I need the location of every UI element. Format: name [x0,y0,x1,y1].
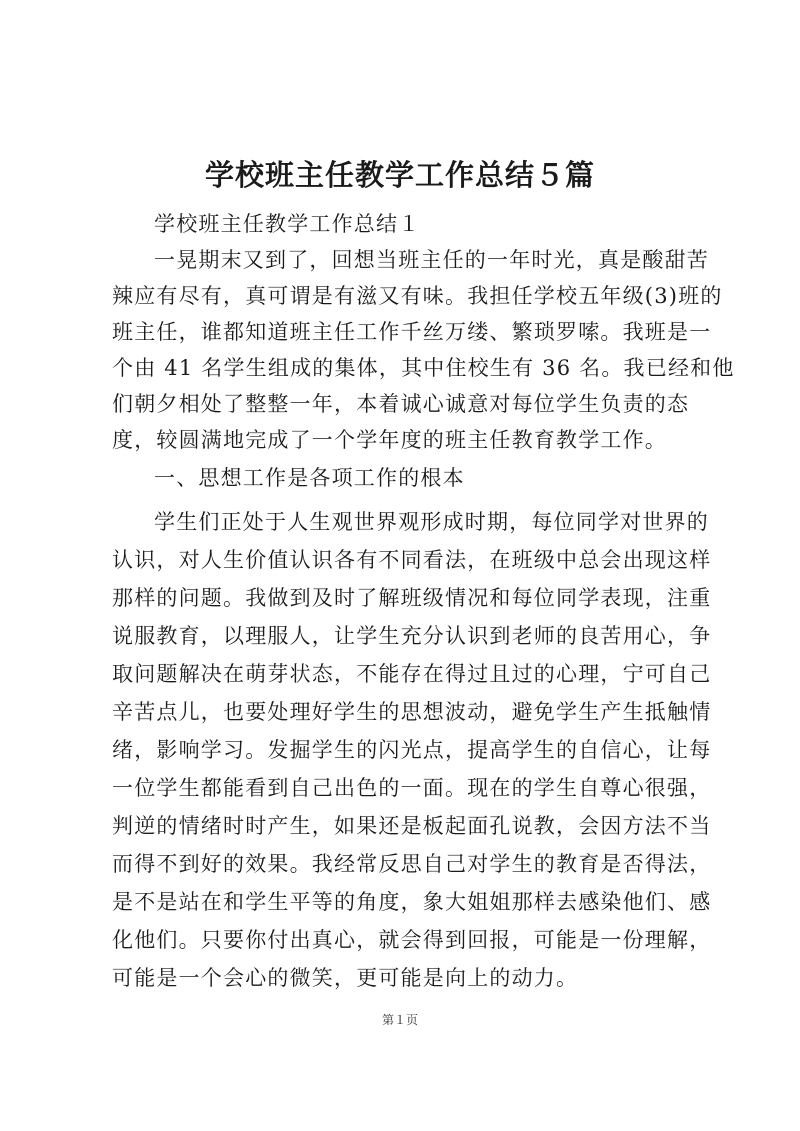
paragraph-line: 班主任，谁都知道班主任工作千丝万缕、繁琐罗嗦。我班是一 [112,320,712,344]
paragraph-line: 绪，影响学习。发掘学生的闪光点，提高学生的自信心，让每 [112,738,712,762]
paragraph-line: 那样的问题。我做到及时了解班级情况和每位同学表现，注重 [112,586,712,610]
paragraph-line: 度，较圆满地完成了一个学年度的班主任教育教学工作。 [112,428,667,452]
paragraph-line: 们朝夕相处了整整一年，本着诚心诚意对每位学生负责的态 [112,392,690,416]
paragraph-line: 辣应有尽有，真可谓是有滋又有味。我担任学校五年级(3)班的 [112,284,723,308]
paragraph-line: 取问题解决在萌芽状态，不能存在得过且过的心理，宁可自己 [112,662,712,686]
paragraph-line: 说服教育，以理服人，让学生充分认识到老师的良苦用心，争 [112,624,712,648]
paragraph-line: 一位学生都能看到自己出色的一面。现在的学生自尊心很强， [112,776,712,800]
paragraph-line: 个由 41 名学生组成的集体，其中住校生有 36 名。我已经和他 [112,356,735,380]
section-heading: 一、思想工作是各项工作的根本 [154,466,465,490]
paragraph-line: 辛苦点儿，也要处理好学生的思想波动，避免学生产生抵触情 [112,700,712,724]
section-heading: 学校班主任教学工作总结１ [154,212,421,236]
paragraph-line: 认识，对人生价值认识各有不同看法，在班级中总会出现这样 [112,548,712,572]
paragraph-line: 一晃期末又到了，回想当班主任的一年时光，真是酸甜苦 [154,248,709,272]
paragraph-line: 化他们。只要你付出真心，就会得到回报，可能是一份理解， [112,928,712,952]
paragraph-line: 学生们正处于人生观世界观形成时期，每位同学对世界的 [154,510,709,534]
paragraph-line: 判逆的情绪时时产生，如果还是板起面孔说教，会因方法不当 [112,814,712,838]
page-number: 第１页 [381,1013,418,1027]
paragraph-line: 是不是站在和学生平等的角度，象大姐姐那样去感染他们、感 [112,890,712,914]
paragraph-line: 可能是一个会心的微笑，更可能是向上的动力。 [112,966,579,990]
paragraph-line: 而得不到好的效果。我经常反思自己对学生的教育是否得法， [112,852,712,876]
document-title: 学校班主任教学工作总结５篇 [204,158,595,192]
